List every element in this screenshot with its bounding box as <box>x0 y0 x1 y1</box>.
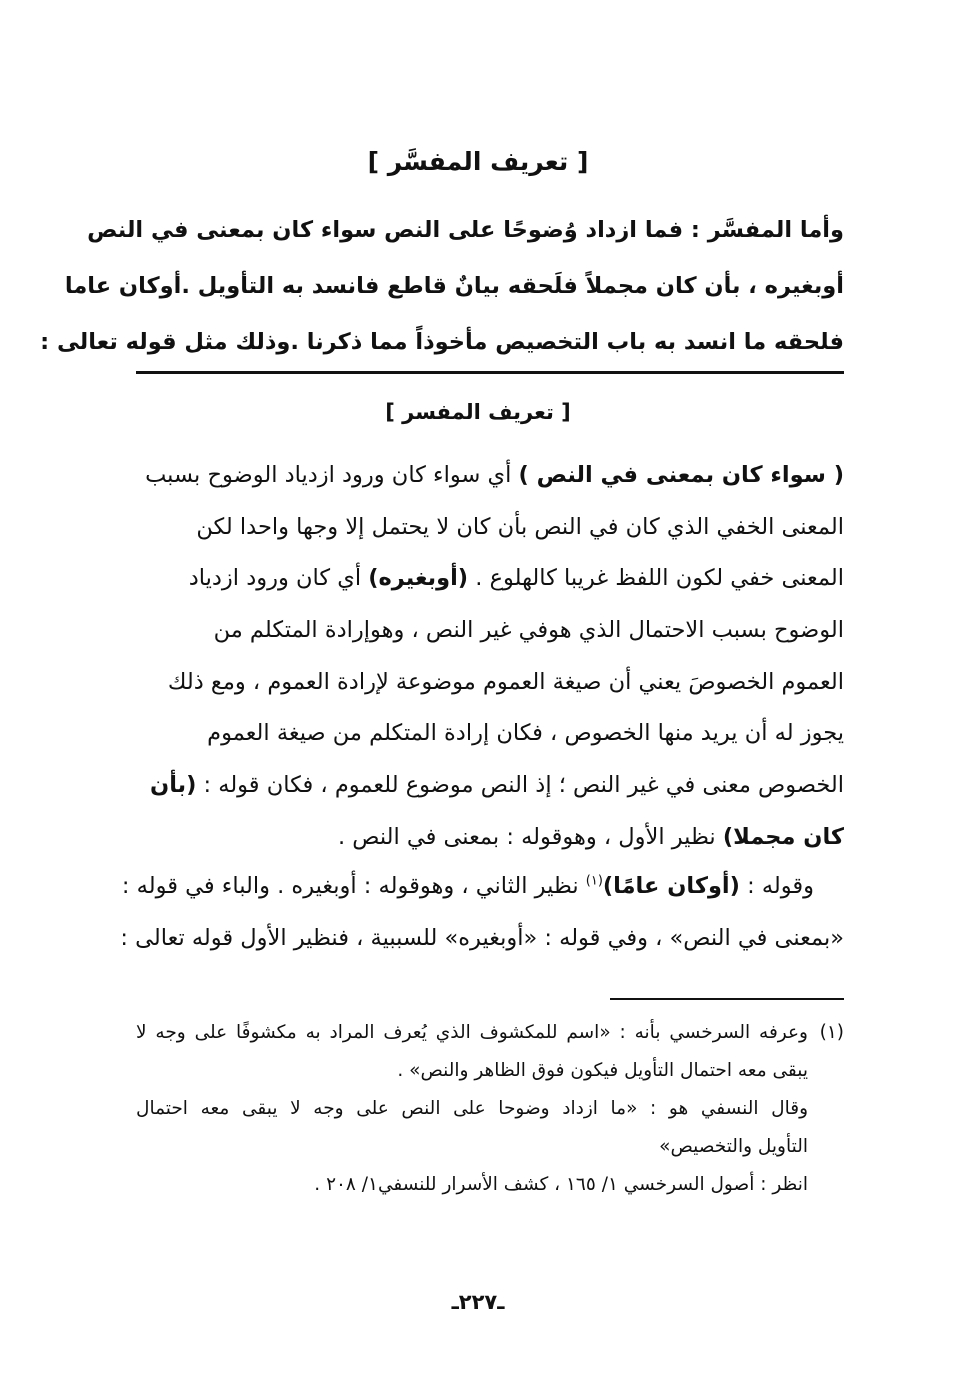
matn-separator-rule <box>136 371 844 374</box>
sharh-line <box>136 553 844 605</box>
quoted-matn: (أوبغيره) <box>368 565 469 592</box>
footnote-number: (١) <box>819 1022 844 1043</box>
quoted-matn: (أوكان عامًا) <box>602 873 740 899</box>
sharh-text: نظير الأول ، وهوقوله : بمعنى في النص . <box>337 823 723 850</box>
footnote-reference[interactable]: (١) <box>585 873 603 889</box>
matn-heading: [ تعريف المفسَّر ] <box>367 147 589 176</box>
footnote-line: وقال النسفي هو : «ما ازداد وضوحا على النص على وجه لا يبقى معه احتمال <box>136 1098 808 1119</box>
sharh-line <box>136 450 844 502</box>
sharh-heading: [ تعريف المفسر ] <box>385 400 571 424</box>
sharh-text: نظير الثاني ، وهوقوله : أوبغيره . والباء في قوله : <box>121 873 586 899</box>
footnote-text: وعرفه السرخسي بأنه : «اسم للمكشوف الذي يُعرف المراد به مكشوفًا على وجه لا <box>136 1022 808 1043</box>
sharh-line: «بمعنى في النص» ، وفي قوله : «أوبغيره» للسببية ، فنظير الأول قوله تعالى : <box>120 924 844 951</box>
matn-paragraph <box>40 202 844 370</box>
footnote-line: يبقى معه احتمال التأويل فيكون فوق الظاهر والنص» . <box>397 1060 808 1081</box>
page-number: ـ٢٢٧ـ <box>451 1290 505 1314</box>
quoted-matn: ( سواء كان بمعنى في النص ) <box>518 462 844 488</box>
sharh-text: أي سواء كان ورود ازدياد الوضوح بسبب <box>145 462 519 488</box>
quoted-matn: كان مجملا) <box>722 823 844 850</box>
footnote-line <box>136 1014 844 1052</box>
matn-line: وأما المفسَّر : فما ازداد وُضوحًا على النص سواء كان بمعنى في النص <box>87 217 844 243</box>
sharh-paragraph-2 <box>120 861 844 964</box>
sharh-line <box>121 861 844 913</box>
footnote-line: التأويل والتخصيص» <box>659 1136 808 1157</box>
sharh-text: الخصوص معنى في غير النص ؛ إذ النص موضوع للعموم ، فكان قوله : <box>196 772 844 799</box>
sharh-line: المعنى الخفي الذي كان في النص بأن كان لا يحتمل إلا وجها واحدا لكن <box>196 513 844 540</box>
footnote-line: انظر : أصول السرخسي ١/ ١٦٥ ، كشف الأسرار للنسفي١/ ٢٠٨ . <box>314 1174 808 1195</box>
footnote-separator-rule <box>610 998 844 1000</box>
sharh-line: العموم الخصوصَ يعني أن صيغة العموم موضوعة لإرادة العموم ، ومع ذلك <box>167 668 844 695</box>
quoted-matn: (بأن <box>149 772 197 799</box>
sharh-text: وقوله : <box>739 873 814 899</box>
sharh-line <box>136 812 844 864</box>
matn-line: فلحقه ما انسد به باب التخصيص مأخوذاً مما ذكرنا .وذلك مثل قوله تعالى : <box>40 329 844 355</box>
sharh-line <box>136 760 844 812</box>
sharh-line: الوضوح بسبب الاحتمال الذي هوفي غير النص ، وهوإرادة المتكلم من <box>213 617 844 644</box>
sharh-line: يجوز له أن يريد منها الخصوص ، فكان إرادة المتكلم من صيغة العموم <box>207 720 844 747</box>
sharh-paragraph-1 <box>136 450 844 864</box>
sharh-text: أي كان ورود ازدياد <box>188 565 369 592</box>
footnote-block <box>136 1014 844 1204</box>
sharh-text: المعنى خفي لكون اللفظ غريبا كالهلوع . <box>468 565 844 592</box>
matn-line: أوبغيره ، بأن كان مجملاً فلَحقه بيانٌ قاطع فانسد به التأويل .أوكان عاما <box>64 273 844 299</box>
